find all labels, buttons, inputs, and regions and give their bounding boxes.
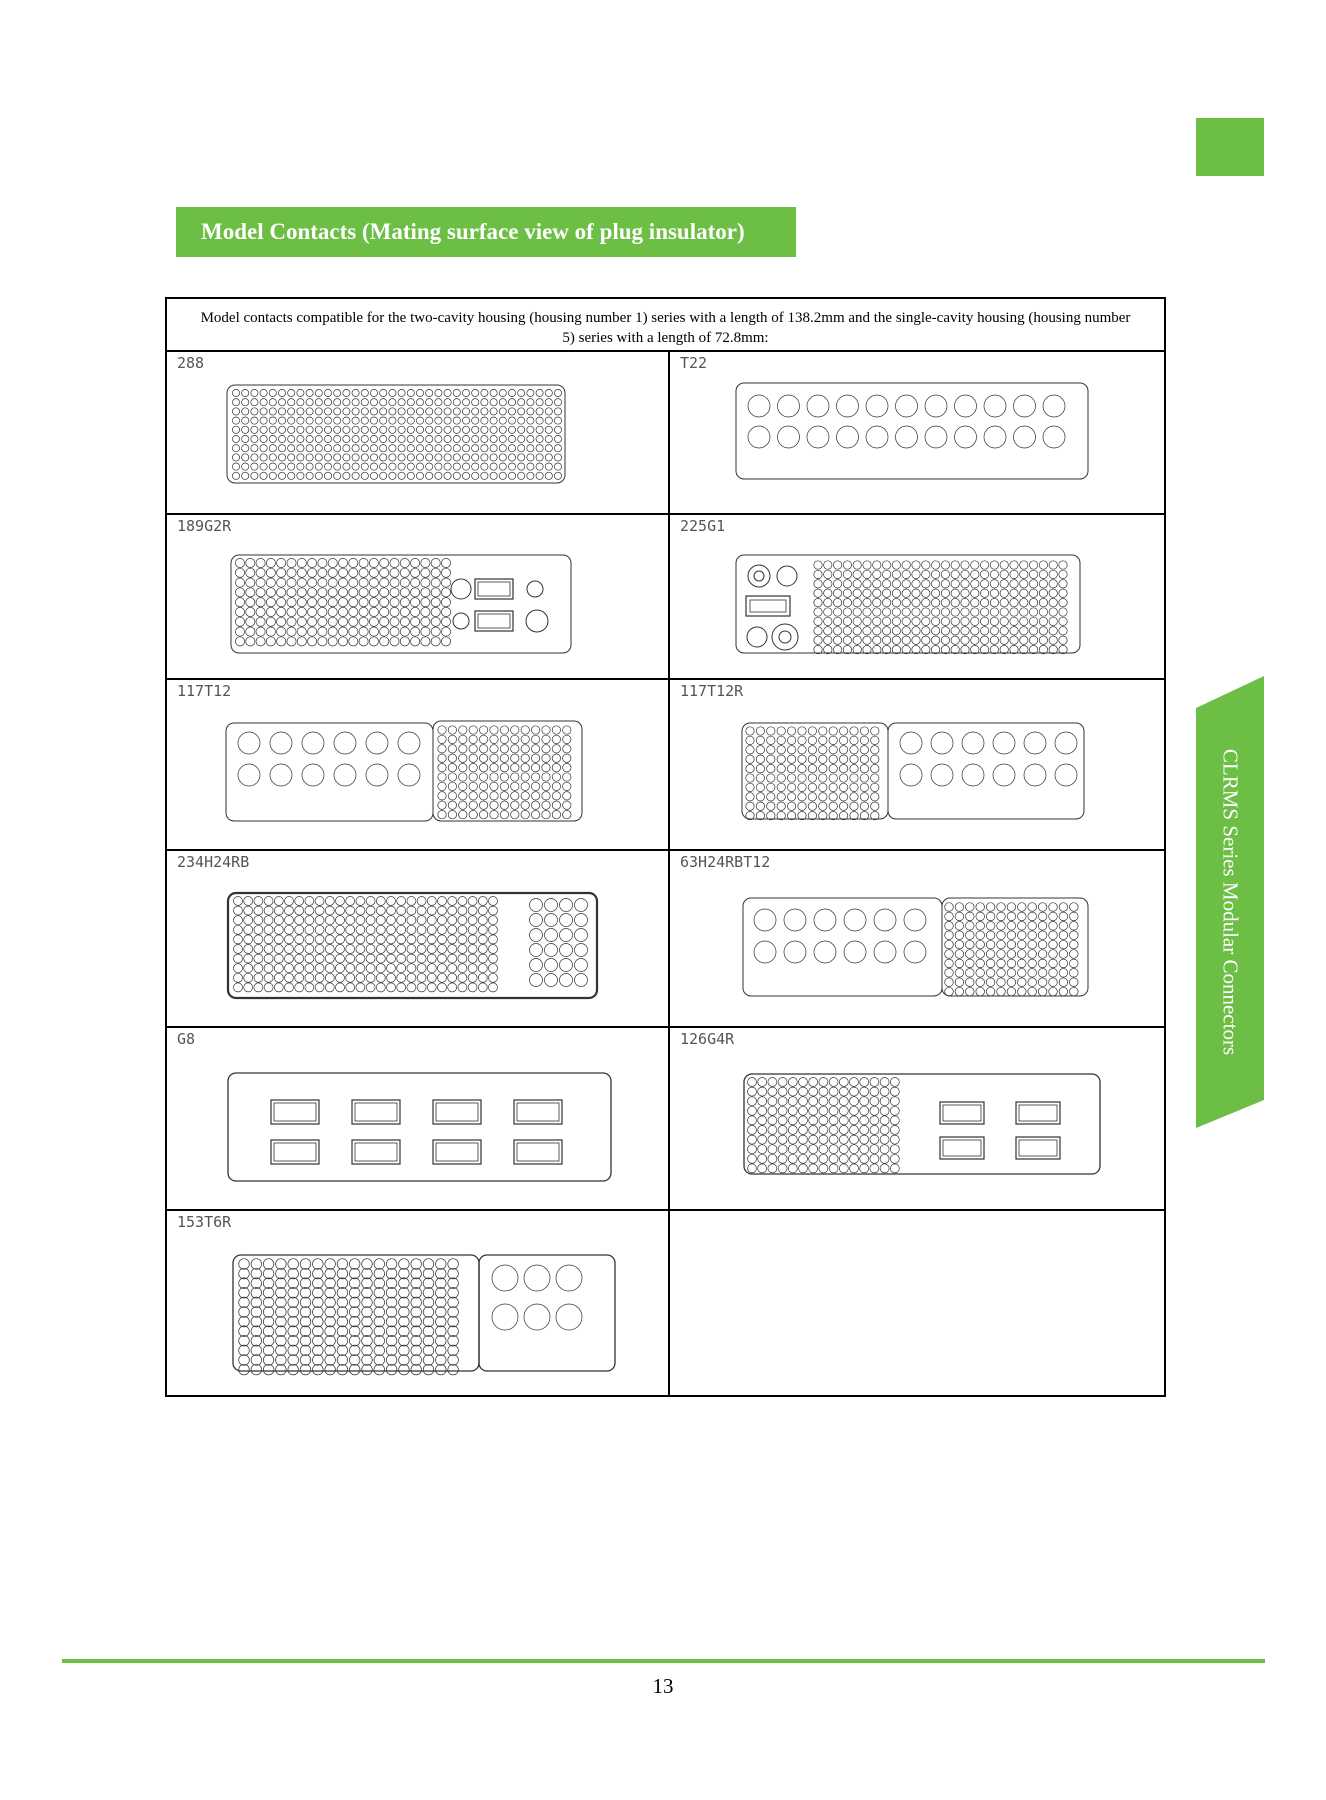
intro-line-2: 5) series with a length of 72.8mm: [562,330,769,346]
empty-cell [670,1211,1164,1395]
intro-line-1: Model contacts compatible for the two-cavity housing (housing number 1) series with a length of 138.2mm and the single-cavity housing (housing number [200,310,1131,326]
insulator-drawing-126g4r [670,1028,1164,1209]
insulator-drawing-153t6r [167,1211,668,1391]
model-label: 189G2R [177,517,232,535]
model-cell-g8 [167,1028,670,1211]
insulator-drawing-t22 [670,352,1164,513]
insulator-drawing-288 [167,352,668,513]
insulator-drawing-117t12 [167,680,668,849]
model-cell-225g1 [670,515,1164,680]
insulator-drawing-189g2r [167,515,668,678]
model-cell-189g2r [167,515,670,680]
insulator-drawing-234h24rb [167,851,668,1026]
model-label: 288 [177,354,205,372]
insulator-drawing-63h24rbt12 [670,851,1164,1026]
model-cell-234h24rb [167,851,670,1028]
insulator-drawing-117t12r [670,680,1164,849]
section-header: Model Contacts (Mating surface view of plug insulator) [176,207,796,257]
model-cell-63h24rbt12 [670,851,1164,1028]
model-cell-126g4r [670,1028,1164,1211]
insulator-drawing-g8 [167,1028,668,1209]
model-label: G8 [177,1030,196,1048]
model-contacts-table [165,350,1166,1397]
model-label: 225G1 [680,517,726,535]
model-label: T22 [680,354,708,372]
model-label: 153T6R [177,1213,232,1231]
corner-accent-block [1196,118,1264,176]
model-label: 117T12 [177,682,232,700]
side-tab-label: CLRMS Series Modular Connectors [1218,748,1243,1056]
model-cell-153t6r [167,1211,670,1395]
model-label: 63H24RBT12 [680,853,771,871]
insulator-drawing-225g1 [670,515,1164,678]
model-label: 126G4R [680,1030,735,1048]
table-intro [165,297,1166,350]
model-cell-117t12r [670,680,1164,851]
model-cell-t22 [670,352,1164,515]
model-cell-117t12 [167,680,670,851]
page-number: 13 [652,1674,674,1698]
footer-divider [62,1659,1265,1663]
model-label: 117T12R [680,682,744,700]
model-label: 234H24RB [177,853,250,871]
model-cell-288 [167,352,670,515]
